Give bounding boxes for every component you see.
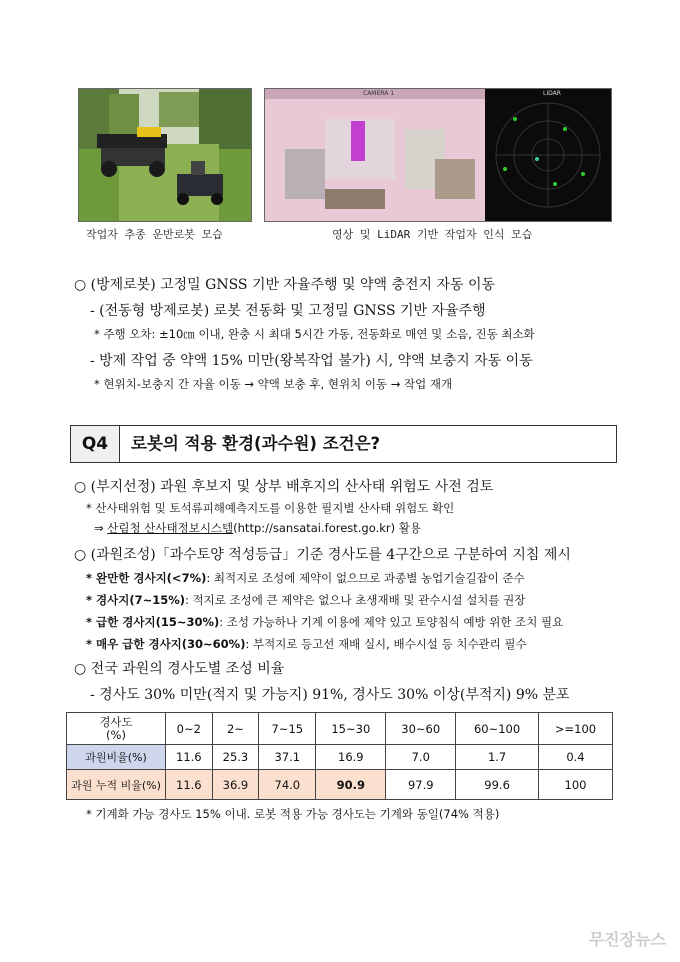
table-cell: 36.9 [212, 770, 259, 800]
table-cell: 99.6 [456, 770, 539, 800]
slope-item-steep-label: * 급한 경사지(15~30%) [86, 615, 220, 629]
slope-item-moderate-label: * 경사지(7~15%) [86, 593, 186, 607]
table-cell: 7.0 [386, 745, 456, 770]
spray-robot-note1: * 주행 오차: ±10㎝ 이내, 완충 시 최대 5시간 가동, 전동화로 매연 및 소음, 진동 최소화 [94, 327, 535, 341]
orchard-robot-illustration [79, 89, 251, 221]
slope-item-gentle [86, 570, 525, 586]
table-cell: 25.3 [212, 745, 259, 770]
table-col-header: 7~15 [259, 713, 316, 745]
slope-item-steep [86, 614, 563, 630]
table-cell: 11.6 [166, 770, 213, 800]
arrow-prefix: ⇒ [94, 521, 108, 535]
table-row-label: 과원비율(%) [67, 745, 166, 770]
slope-item-moderate-text: : 적지로 조성에 큰 제약은 없으나 초생재배 및 관수시설 설치를 권장 [185, 593, 526, 607]
table-row-label: 과원 누적 비율(%) [67, 770, 166, 800]
table-cell: 0.4 [538, 745, 612, 770]
camera-lidar-photo [264, 88, 612, 222]
table-col-header: 60~100 [456, 713, 539, 745]
slope-ratio-summary: - 경사도 30% 미만(적지 및 가능지) 91%, 경사도 30% 이상(부적지) 9% 분포 [90, 687, 570, 703]
table-cell: 37.1 [259, 745, 316, 770]
camera-lidar-illustration [265, 89, 611, 221]
q4-heading-box [70, 425, 617, 463]
table-header-label [67, 713, 166, 745]
site-selection-note: * 산사태위험 및 토석류피해예측지도를 이용한 필지별 산사태 위험도 확인 [86, 501, 455, 515]
slope-item-moderate [86, 592, 525, 608]
table-cell: 1.7 [456, 745, 539, 770]
spray-robot-sub1: - (전동형 방제로봇) 로봇 전동화 및 고정밀 GNSS 기반 자율주행 [90, 303, 486, 319]
table-header-label-line2: (%) [106, 727, 126, 742]
table-footnote: * 기계화 가능 경사도 15% 이내. 로봇 적용 가능 경사도는 기계와 동일(74% 적용) [86, 807, 500, 821]
table-header-label-line1: 경사도 [99, 714, 133, 729]
slope-item-steep-text: : 조성 가능하나 기계 이용에 제약 있고 토양침식 예방 위한 조치 필요 [219, 615, 564, 629]
table-row [67, 745, 613, 770]
site-selection-link-line [94, 520, 421, 536]
slope-item-gentle-text: : 최적지로 조성에 제약이 없으므로 과종별 농업기술길잡이 준수 [206, 571, 525, 585]
figure-caption-lidar: 영상 및 LiDAR 기반 작업자 인식 모습 [332, 228, 533, 241]
spray-robot-note2: * 현위치-보충지 간 자율 이동 → 약액 보충 후, 현위치 이동 → 작업 재개 [94, 377, 453, 391]
table-col-header: 15~30 [316, 713, 386, 745]
figure-caption-robot: 작업자 추종 운반로봇 모습 [86, 228, 223, 241]
slope-item-very-steep [86, 636, 527, 652]
q4-title: 로봇의 적용 환경(과수원) 조건은? [131, 434, 381, 453]
table-col-header: 0~2 [166, 713, 213, 745]
orchard-robot-photo [78, 88, 252, 222]
table-header-row [67, 713, 613, 745]
sansatai-link[interactable]: 산림청 산사태정보시스템 [107, 521, 234, 535]
table-cell: 74.0 [259, 770, 316, 800]
slope-table [66, 712, 613, 800]
table-cell: 97.9 [386, 770, 456, 800]
slope-item-very-steep-text: : 부적지로 등고선 재배 실시, 배수시설 등 치수관리 필수 [245, 637, 527, 651]
lidar-label: LIDAR [543, 90, 561, 97]
table-col-header: >=100 [538, 713, 612, 745]
orchard-prep-heading: ○ (과원조성)「과수토양 적성등급」기준 경사도를 4구간으로 구분하여 지침 제시 [74, 547, 571, 563]
table-col-header: 2~ [212, 713, 259, 745]
slope-item-very-steep-label: * 매우 급한 경사지(30~60%) [86, 637, 246, 651]
table-cell: 16.9 [316, 745, 386, 770]
spray-robot-sub2: - 방제 작업 중 약액 15% 미만(왕복작업 불가) 시, 약액 보충지 자동 이동 [90, 353, 533, 369]
spray-robot-heading: ○ (방제로봇) 고정밀 GNSS 기반 자율주행 및 약액 충전지 자동 이동 [74, 277, 496, 293]
link-suffix: (http://sansatai.forest.go.kr) 활용 [233, 521, 421, 535]
table-col-header: 30~60 [386, 713, 456, 745]
slope-ratio-heading: ○ 전국 과원의 경사도별 조성 비율 [74, 661, 285, 677]
table-cell: 100 [538, 770, 612, 800]
table-row [67, 770, 613, 800]
watermark: 무진장뉴스 [588, 930, 666, 949]
table-cell: 90.9 [316, 770, 386, 800]
site-selection-heading: ○ (부지선정) 과원 후보지 및 상부 배후지의 산사태 위험도 사전 검토 [74, 479, 494, 495]
table-cell: 11.6 [166, 745, 213, 770]
q4-tag: Q4 [71, 426, 120, 462]
slope-item-gentle-label: * 완만한 경사지(<7%) [86, 571, 207, 585]
camera-label: CAMERA 1 [363, 90, 395, 97]
